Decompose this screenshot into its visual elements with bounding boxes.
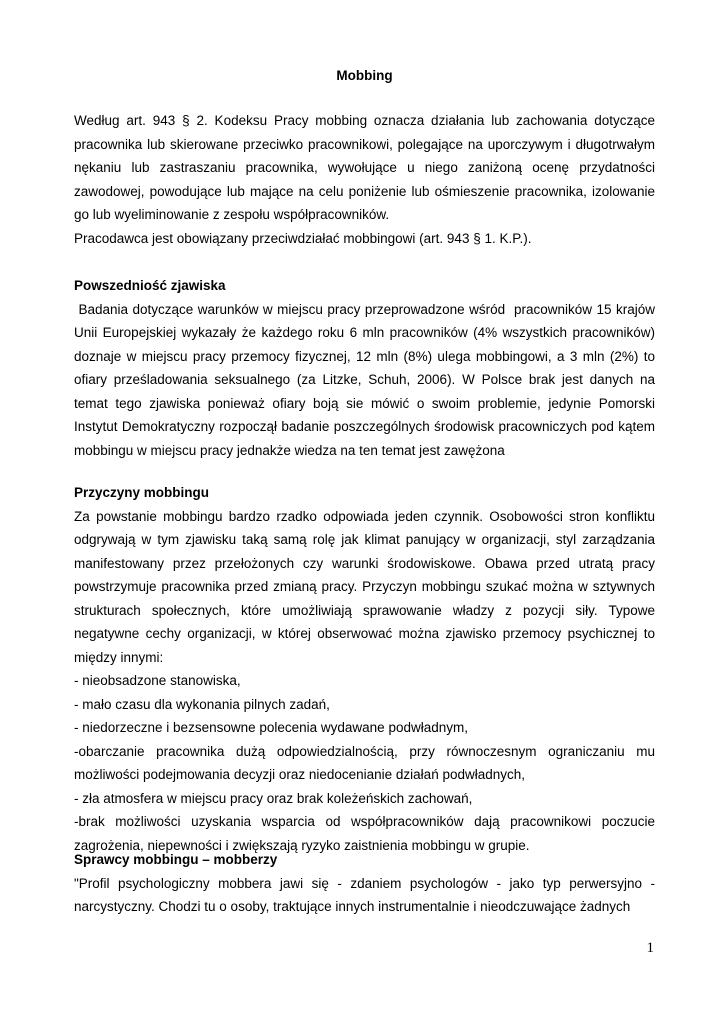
- list-item: -brak możliwości uzyskania wsparcia od współpracowników dają pracownikowi poczucie zagrożenia, niepewności i zwiększają ryzyko zaistnienia mobbingu w grupie.: [74, 814, 655, 853]
- section-heading-prevalence: Powszedniość zjawiska: [74, 278, 226, 293]
- section-heading-perpetrators: Sprawcy mobbingu – mobberzy: [74, 852, 278, 867]
- section-prevalence: [74, 274, 659, 462]
- intro-paragraph-definition: Według art. 943 § 2. Kodeksu Pracy mobbing oznacza działania lub zachowania dotyczące pracownika lub skierowane przeciwko pracownikowi, polegające na uporczywym i długotrwałym nękaniu lub zastraszaniu pracownika, wywołujące u niego zaniżoną ocenę przydatności zawodowej, powodujące lub mające na celu poniżenie lub ośmieszenie pracownika, izolowanie go lub wyeliminowanie z zespołu współpracowników.: [74, 113, 655, 222]
- section-causes: [74, 481, 655, 857]
- list-item: - nieobsadzone stanowiska,: [74, 673, 241, 688]
- list-item: - niedorzeczne i bezsensowne polecenia wydawane podwładnym,: [74, 720, 468, 735]
- page-number: 1: [646, 940, 654, 956]
- intro-block: [74, 109, 655, 250]
- section-text-perpetrators: "Profil psychologiczny mobbera jawi się - zdaniem psychologów - jako typ perwersyjno - narcystyczny. Chodzi tu o osoby, traktujące innych instrumentalnie i nieodczuwające żadnych: [74, 875, 655, 914]
- section-perpetrators: [74, 848, 655, 919]
- section-heading-causes: Przyczyny mobbingu: [74, 485, 210, 500]
- intro-paragraph-employer-duty: Pracodawca jest obowiązany przeciwdziałać mobbingowi (art. 943 § 1. K.P.).: [74, 230, 532, 246]
- section-text-causes: Za powstanie mobbingu bardzo rzadko odpowiada jeden czynnik. Osobowości stron konfliktu odgrywają w tym zjawisku taką samą rolę jak klimat panujący w organizacji, styl zarządzania manifestowany przez przełożonych czy warunki środowiskowe. Obawa przed utratą pracy powstrzymuje pracownika przed zmianą pracy. Przyczyn mobbingu szukać można w sztywnych strukturach społecznych, które umożliwiają sprawowanie władzy z pozycji siły. Typowe negatywne cechy organizacji, w której obserwować można zjawisko przemocy psychicznej to między innymi:: [74, 508, 655, 665]
- list-item: - mało czasu dla wykonania pilnych zadań,: [74, 696, 330, 712]
- list-item: - zła atmosfera w miejscu pracy oraz brak koleżeńskich zachowań,: [74, 790, 473, 806]
- list-item: -obarczanie pracownika dużą odpowiedzialnością, przy równoczesnym ograniczaniu mu możliwości podejmowania decyzji oraz niedocenianie działań podwładnych,: [74, 743, 655, 782]
- document-title: Mobbing: [336, 68, 393, 83]
- section-text-prevalence: Badania dotyczące warunków w miejscu pracy przeprowadzone wśród pracowników 15 krajów Unii Europejskiej wykazały że każdego roku 6 mln pracowników (4% wszystkich pracowników) doznaje w miejscu pracy przemocy fizycznej, 12 mln (8%) ulega mobbingowi, a 3 mln (2%) to ofiary prześladowania seksualnego (za Litzke, Schuh, 2006). W Polsce brak jest danych na temat tego zjawiska ponieważ ofiary boją sie mówić o swoim problemie, jedynie Pomorski Instytut Demokratyczny rozpoczął badanie poszczególnych środowisk pracowniczych pod kątem mobbingu w miejscu pracy jednakże wiedza na ten temat jest zawężona: [74, 301, 659, 458]
